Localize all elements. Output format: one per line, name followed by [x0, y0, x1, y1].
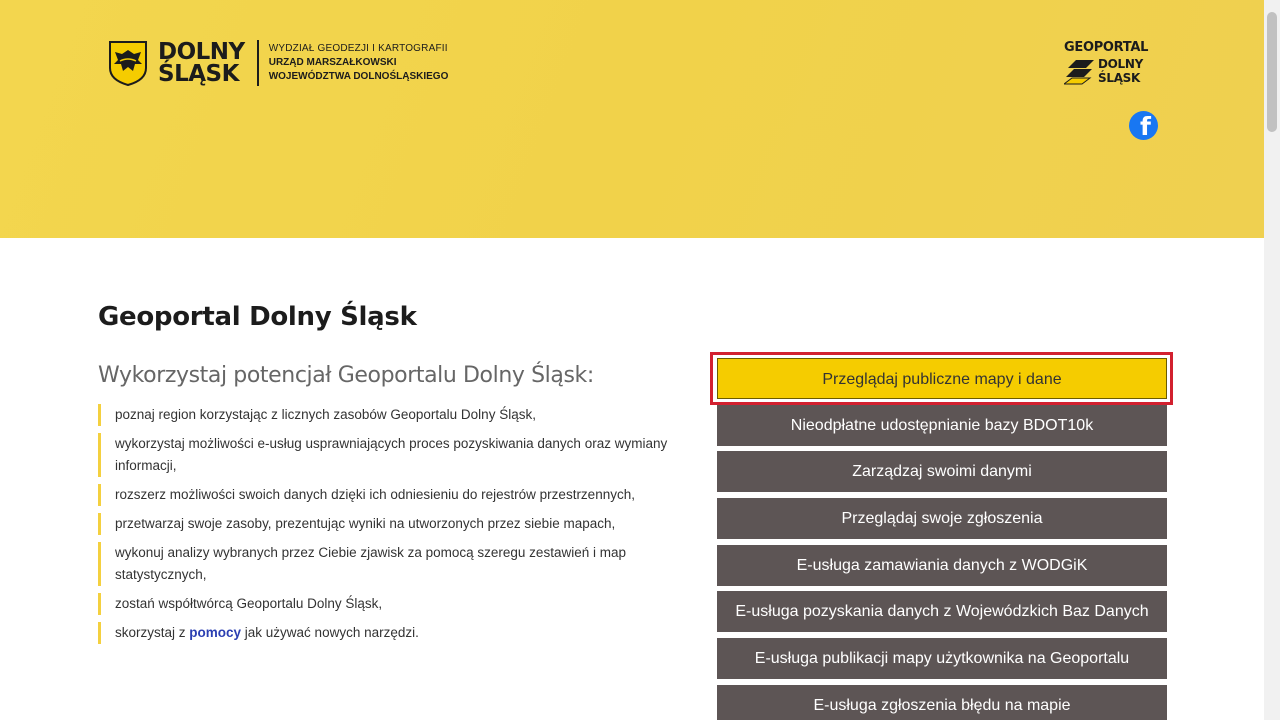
facebook-icon[interactable] — [1129, 111, 1158, 140]
manage-data-button[interactable]: Zarządzaj swoimi danymi — [717, 451, 1167, 492]
facebook-glyph: f — [1140, 112, 1151, 140]
geoportal-subtitle — [1098, 57, 1143, 85]
brand-divider — [257, 40, 259, 86]
page-title: Geoportal Dolny Śląsk — [98, 302, 417, 332]
feature-item: przetwarzaj swoje zasoby, prezentując wyniki na utworzonych przez siebie mapach, — [98, 513, 698, 535]
geoportal-line2: ŚLĄSK — [1098, 71, 1141, 85]
feature-item: wykorzystaj możliwości e-usług usprawniających proces pozyskiwania danych oraz wymiany informacji, — [98, 433, 698, 477]
feature-item: rozszerz możliwości swoich danych dzięki ich odniesieniu do rejestrów przestrzennych, — [98, 484, 698, 506]
order-wodgik-data-button[interactable]: E-usługa zamawiania danych z WODGiK — [717, 545, 1167, 586]
feature-list — [98, 404, 698, 651]
dolny-slask-logo[interactable] — [108, 40, 448, 86]
feature-item-help — [98, 622, 698, 644]
geoportal-logo[interactable] — [1064, 40, 1164, 86]
report-map-error-button[interactable]: E-usługa zgłoszenia błędu na mapie — [717, 685, 1167, 720]
brand-line1: DOLNY — [158, 39, 245, 65]
eagle-crest-icon — [108, 40, 148, 86]
feature-item: zostań współtwórcą Geoportalu Dolny Śląsk, — [98, 593, 698, 615]
help-link[interactable]: pomocy — [189, 625, 242, 640]
brand-name — [158, 41, 245, 85]
feature-item: wykonuj analizy wybranych przez Ciebie zjawisk za pomocą szeregu zestawień i map statystycznych, — [98, 542, 698, 586]
page-subtitle: Wykorzystaj potencjał Geoportalu Dolny Śląsk: — [98, 363, 594, 388]
department-line2: URZĄD MARSZAŁKOWSKI — [268, 57, 397, 68]
geoportal-title: GEOPORTAL — [1064, 40, 1149, 55]
department-line1: WYDZIAŁ GEODEZJI I KARTOGRAFII — [268, 43, 448, 54]
publish-user-map-button[interactable]: E-usługa publikacji mapy użytkownika na Geoportalu — [717, 638, 1167, 679]
help-prefix: skorzystaj z — [115, 625, 190, 640]
feature-item: poznaj region korzystając z licznych zasobów Geoportalu Dolny Śląsk, — [98, 404, 698, 426]
browse-reports-button[interactable]: Przeglądaj swoje zgłoszenia — [717, 498, 1167, 539]
scrollbar-thumb[interactable] — [1267, 12, 1277, 132]
action-button-list — [717, 358, 1167, 720]
map-layers-icon — [1064, 56, 1098, 86]
provincial-databases-button[interactable]: E-usługa pozyskania danych z Wojewódzkich Baz Danych — [717, 591, 1167, 632]
bdot10k-sharing-button[interactable]: Nieodpłatne udostępnianie bazy BDOT10k — [717, 405, 1167, 446]
geoportal-line1: DOLNY — [1098, 57, 1144, 71]
header-banner — [0, 0, 1264, 238]
browse-public-maps-button[interactable]: Przeglądaj publiczne mapy i dane — [717, 358, 1167, 399]
department-line3: WOJEWÓDZTWA DOLNOŚLĄSKIEGO — [268, 71, 449, 82]
brand-line2: ŚLĄSK — [158, 61, 239, 87]
help-suffix: jak używać nowych narzędzi. — [241, 625, 419, 640]
department-name — [269, 42, 449, 84]
